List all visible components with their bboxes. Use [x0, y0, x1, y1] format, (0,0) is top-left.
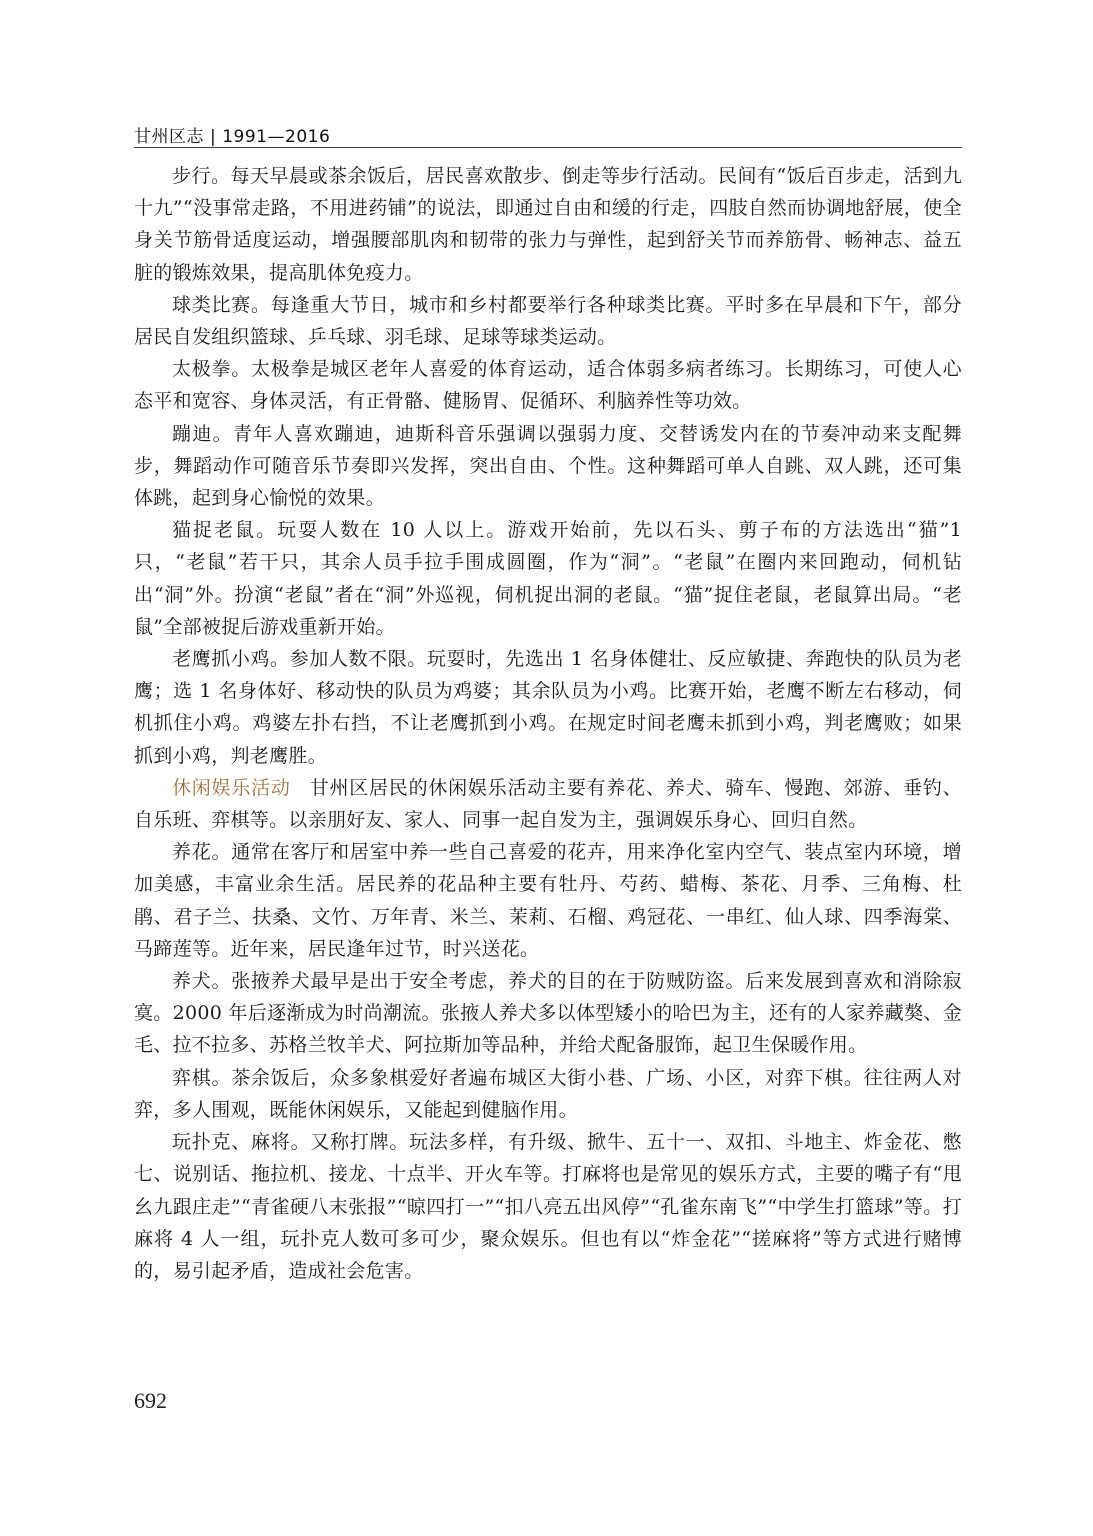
paragraph-dogs: 养犬。张掖养犬最早是出于安全考虑，养犬的目的在于防贼防盗。后来发展到喜欢和消除寂寞。2000 年后逐渐成为时尚潮流。张掖人养犬多以体型矮小的哈巴为主，还有的人家养藏獒、金毛、拉不拉多、苏格兰牧羊犬、阿拉斯加等品种，并给犬配备服饰，起卫生保暖作用。 — [134, 970, 962, 1057]
running-header — [134, 122, 330, 147]
section-intro: 甘州区居民的休闲娱乐活动主要有养花、养犬、骑车、慢跑、郊游、垂钓、自乐班、弈棋等。以亲朋好友、家人、同事一起自发为主，强调娱乐身心、回归自然。 — [134, 776, 962, 832]
paragraph-flowers: 养花。通常在客厅和居室中养一些自己喜爱的花卉，用来净化室内空气、装点室内环境，增加美感，丰富业余生活。居民养的花品种主要有牡丹、芍药、蜡梅、茶花、月季、三角梅、杜鹃、君子兰、扶桑、文竹、万年青、米兰、茉莉、石榴、鸡冠花、一串红、仙人球、四季海棠、马蹄莲等。近年来，居民逢年过节，时兴送花。 — [134, 841, 962, 960]
paragraph-taichi: 太极拳。太极拳是城区老年人喜爱的体育运动，适合体弱多病者练习。长期练习，可使人心态平和宽容、身体灵活，有正骨骼、健肠胃、促循环、利脑养性等功效。 — [134, 358, 962, 413]
paragraph-chess: 弈棋。茶余饭后，众多象棋爱好者遍布城区大街小巷、广场、小区，对弈下棋。往往两人对弈，多人围观，既能休闲娱乐，又能起到健脑作用。 — [134, 1066, 962, 1121]
paragraph-eagle-chicks: 老鹰抓小鸡。参加人数不限。玩耍时，先选出 1 名身体健壮、反应敏捷、奔跑快的队员为老鹰；选 1 名身体好、移动快的队员为鸡婆；其余队员为小鸡。比赛开始，老鹰不断左右移动，伺机抓住小鸡。鸡婆左扑右挡，不让老鹰抓到小鸡。在规定时间老鹰未抓到小鸡，判老鹰败；如果抓到小鸡，判老鹰胜。 — [134, 648, 962, 767]
header-years: 1991—2016 — [222, 127, 331, 147]
page-number: 692 — [134, 1388, 167, 1413]
book-title: 甘州区志 — [134, 127, 204, 147]
paragraph-walking: 步行。每天早晨或茶余饭后，居民喜欢散步、倒走等步行活动。民间有“饭后百步走，活到九十九”“没事常走路，不用进药铺”的说法，即通过自由和缓的行走，四肢自然而协调地舒展，使全身关节筋骨适度运动，增强腰部肌肉和韧带的张力与弹性，起到舒关节而养筋骨、畅神志、益五脏的锻炼效果，提高肌体免疫力。 — [134, 165, 962, 284]
header-separator: | — [210, 127, 217, 147]
page-body — [134, 160, 962, 1287]
header-rule — [134, 147, 962, 148]
section-heading: 休闲娱乐活动 — [172, 776, 291, 799]
paragraph-cards-mahjong: 玩扑克、麻将。又称打牌。玩法多样，有升级、掀牛、五十一、双扣、斗地主、炸金花、憋七、说别话、拖拉机、接龙、十点半、开火车等。打麻将也是常见的娱乐方式，主要的嘴子有“甩幺九跟庄走”“青雀硬八末张报”“晾四打一”“扣八亮五出风停”“孔雀东南飞”“中学生打篮球”等。打麻将 4 人一组，玩扑克人数可多可少，聚众娱乐。但也有以“炸金花”“搓麻将”等方式进行赌博的，易引起矛盾，造成社会危害。 — [134, 1131, 962, 1282]
paragraph-ball-games: 球类比赛。每逢重大节日，城市和乡村都要举行各种球类比赛。平时多在早晨和下午，部分居民自发组织篮球、乒乓球、羽毛球、足球等球类运动。 — [134, 293, 962, 349]
section-intro-paragraph — [134, 772, 962, 836]
paragraph-disco: 蹦迪。青年人喜欢蹦迪，迪斯科音乐强调以强弱力度、交替诱发内在的节奏冲动来支配舞步，舞蹈动作可随音乐节奏即兴发挥，突出自由、个性。这种舞蹈可单人自跳、双人跳，还可集体跳，起到身心愉悦的效果。 — [134, 422, 962, 510]
paragraph-cat-mouse: 猫捉老鼠。玩耍人数在 10 人以上。游戏开始前，先以石头、剪子布的方法选出“猫”1 只，“老鼠”若干只，其余人员手拉手围成圆圈，作为“洞”。“老鼠”在圈内来回跑动，伺机钻出“洞”外。扮演“老鼠”者在“洞”外巡视，伺机捉出洞的老鼠。“猫”捉住老鼠，老鼠算出局。“老鼠”全部被捉后游戏重新开始。 — [134, 519, 962, 638]
